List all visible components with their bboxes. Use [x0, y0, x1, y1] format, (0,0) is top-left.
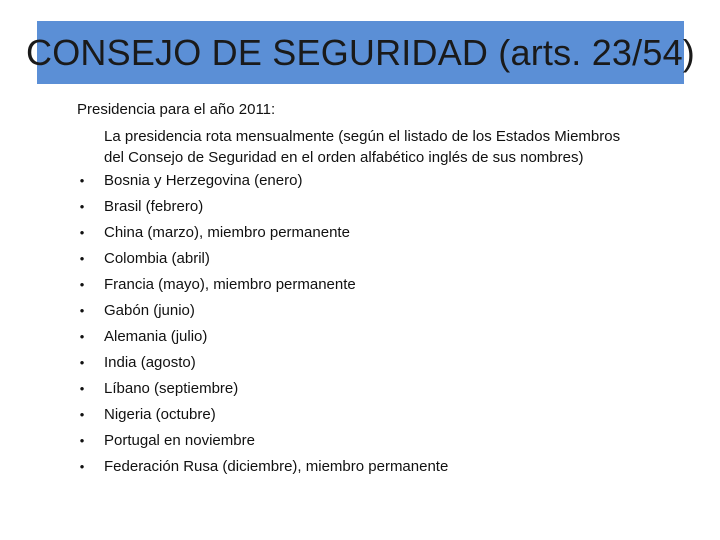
list-item — [77, 454, 677, 480]
bullet-icon: • — [79, 173, 85, 188]
list-item — [77, 272, 677, 298]
bullet-icon: • — [79, 199, 85, 214]
list-item-text: Francia (mayo), miembro permanente — [104, 276, 356, 293]
bullet-icon: • — [79, 251, 85, 266]
page-title: CONSEJO DE SEGURIDAD (arts. 23/54) — [26, 31, 695, 73]
list-item-text: Alemania (julio) — [104, 328, 208, 345]
list-item-text: Líbano (septiembre) — [104, 380, 239, 397]
list-item — [77, 428, 677, 454]
list-item-text: China (marzo), miembro permanente — [104, 224, 350, 241]
intro-paragraph: La presidencia rota mensualmente (según el listado de los Estados Miembros del Consejo de Seguridad en el orden alfabético inglés de sus nombres) — [104, 128, 621, 166]
bullet-icon: • — [79, 355, 85, 370]
list-item — [77, 168, 677, 194]
list-item-text: Bosnia y Herzegovina (enero) — [104, 172, 303, 189]
title-bar — [26, 21, 695, 84]
list-item-text: Portugal en noviembre — [104, 432, 255, 449]
list-item — [77, 220, 677, 246]
bullet-icon: • — [79, 381, 85, 396]
bullet-icon: • — [79, 329, 85, 344]
bullet-icon: • — [79, 303, 85, 318]
list-item — [77, 194, 677, 220]
list-item-text: Federación Rusa (diciembre), miembro permanente — [104, 458, 449, 475]
presidency-list — [77, 168, 677, 480]
bullet-icon: • — [79, 407, 85, 422]
list-item-text: Gabón (junio) — [104, 302, 195, 319]
list-item-text: Colombia (abril) — [104, 250, 210, 267]
list-item — [77, 350, 677, 376]
bullet-icon: • — [79, 433, 85, 448]
bullet-icon: • — [79, 459, 85, 474]
list-item-text: Brasil (febrero) — [104, 198, 204, 215]
list-item — [77, 298, 677, 324]
bullet-icon: • — [79, 225, 85, 240]
list-item-text: Nigeria (octubre) — [104, 406, 216, 423]
list-item — [77, 246, 677, 272]
list-item — [77, 324, 677, 350]
slide-content — [77, 100, 677, 480]
bullet-icon: • — [79, 277, 85, 292]
list-item — [77, 376, 677, 402]
list-item — [77, 402, 677, 428]
section-heading: Presidencia para el año 2011: — [77, 101, 276, 118]
list-item-text: India (agosto) — [104, 354, 196, 371]
